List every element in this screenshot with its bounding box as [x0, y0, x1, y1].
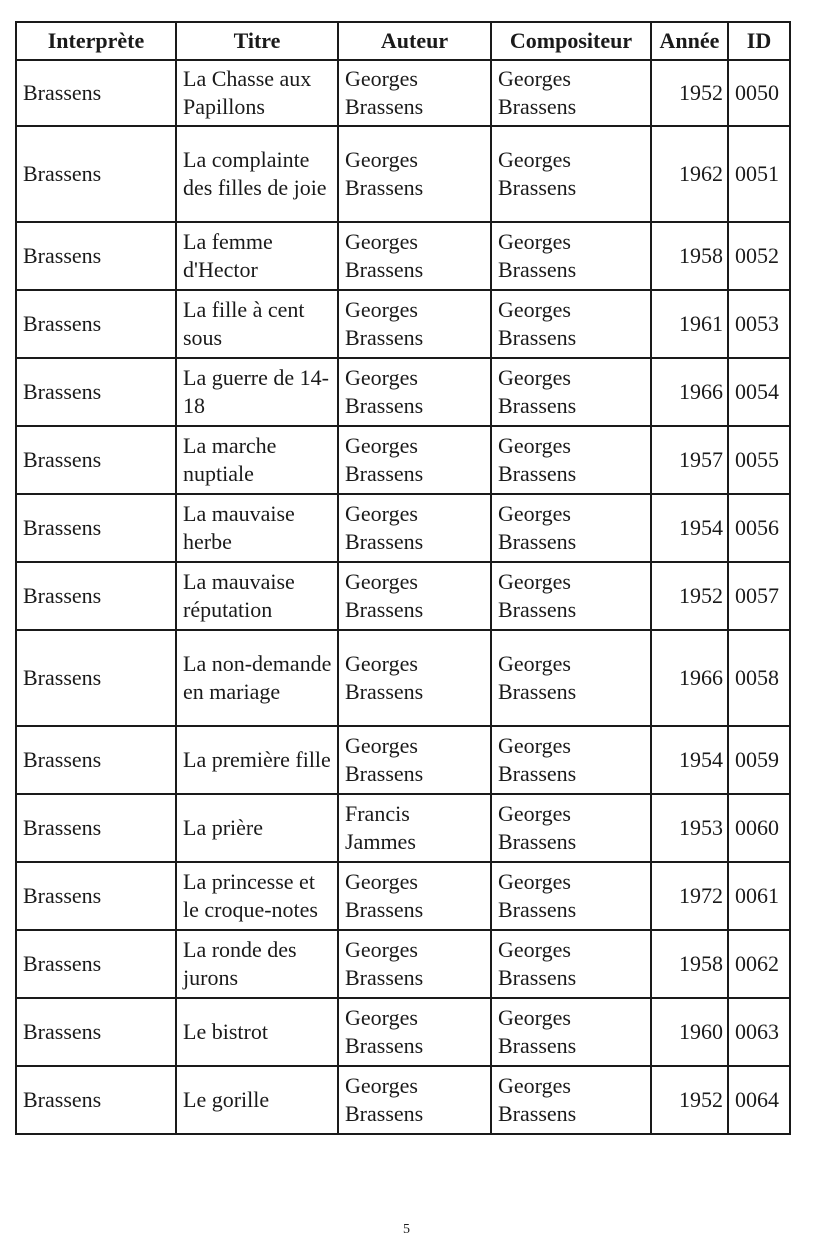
cell-annee: 1960: [651, 998, 728, 1066]
cell-titre: La princesse et le croque-notes: [176, 862, 338, 930]
cell-id: 0051: [728, 126, 790, 222]
header-auteur: Auteur: [338, 22, 491, 60]
cell-interprete: Brassens: [16, 290, 176, 358]
table-row: [16, 426, 790, 494]
cell-annee: 1957: [651, 426, 728, 494]
cell-id: 0052: [728, 222, 790, 290]
cell-interprete: Brassens: [16, 126, 176, 222]
cell-interprete: Brassens: [16, 930, 176, 998]
cell-id: 0063: [728, 998, 790, 1066]
cell-auteur: Georges Brassens: [338, 426, 491, 494]
cell-compositeur: Georges Brassens: [491, 794, 651, 862]
cell-interprete: Brassens: [16, 494, 176, 562]
cell-compositeur: Georges Brassens: [491, 358, 651, 426]
cell-titre: Le gorille: [176, 1066, 338, 1134]
cell-annee: 1966: [651, 630, 728, 726]
cell-compositeur: Georges Brassens: [491, 1066, 651, 1134]
cell-compositeur: Georges Brassens: [491, 562, 651, 630]
cell-id: 0060: [728, 794, 790, 862]
cell-annee: 1958: [651, 222, 728, 290]
cell-titre: La non-demande en mariage: [176, 630, 338, 726]
cell-compositeur: Georges Brassens: [491, 630, 651, 726]
header-id: ID: [728, 22, 790, 60]
table-row: [16, 630, 790, 726]
cell-auteur: Georges Brassens: [338, 562, 491, 630]
table-row: [16, 290, 790, 358]
cell-titre: La complainte des filles de joie: [176, 126, 338, 222]
songs-table: [15, 21, 791, 1135]
cell-compositeur: Georges Brassens: [491, 930, 651, 998]
cell-interprete: Brassens: [16, 222, 176, 290]
header-row: [16, 22, 790, 60]
cell-annee: 1962: [651, 126, 728, 222]
cell-id: 0064: [728, 1066, 790, 1134]
cell-id: 0062: [728, 930, 790, 998]
cell-titre: La première fille: [176, 726, 338, 794]
cell-auteur: Georges Brassens: [338, 60, 491, 126]
cell-auteur: Georges Brassens: [338, 630, 491, 726]
cell-interprete: Brassens: [16, 358, 176, 426]
cell-titre: La Chasse aux Papillons: [176, 60, 338, 126]
header-compositeur: Compositeur: [491, 22, 651, 60]
cell-titre: La mauvaise herbe: [176, 494, 338, 562]
cell-auteur: Georges Brassens: [338, 1066, 491, 1134]
table-row: [16, 998, 790, 1066]
cell-auteur: Georges Brassens: [338, 222, 491, 290]
cell-auteur: Georges Brassens: [338, 862, 491, 930]
table-row: [16, 494, 790, 562]
cell-titre: La mauvaise réputation: [176, 562, 338, 630]
table-row: [16, 60, 790, 126]
cell-interprete: Brassens: [16, 562, 176, 630]
table-body: [16, 60, 790, 1134]
header-titre: Titre: [176, 22, 338, 60]
cell-interprete: Brassens: [16, 60, 176, 126]
table-row: [16, 222, 790, 290]
cell-titre: La marche nuptiale: [176, 426, 338, 494]
cell-annee: 1966: [651, 358, 728, 426]
cell-annee: 1958: [651, 930, 728, 998]
cell-id: 0059: [728, 726, 790, 794]
cell-titre: La guerre de 14-18: [176, 358, 338, 426]
cell-interprete: Brassens: [16, 794, 176, 862]
cell-auteur: Georges Brassens: [338, 126, 491, 222]
cell-id: 0050: [728, 60, 790, 126]
cell-annee: 1952: [651, 562, 728, 630]
cell-titre: La ronde des jurons: [176, 930, 338, 998]
cell-compositeur: Georges Brassens: [491, 862, 651, 930]
cell-auteur: Georges Brassens: [338, 930, 491, 998]
cell-compositeur: Georges Brassens: [491, 726, 651, 794]
cell-auteur: Georges Brassens: [338, 290, 491, 358]
table-header: [16, 22, 790, 60]
cell-annee: 1952: [651, 60, 728, 126]
cell-interprete: Brassens: [16, 426, 176, 494]
cell-annee: 1972: [651, 862, 728, 930]
table-row: [16, 794, 790, 862]
table-row: [16, 930, 790, 998]
cell-interprete: Brassens: [16, 630, 176, 726]
cell-titre: La prière: [176, 794, 338, 862]
cell-compositeur: Georges Brassens: [491, 222, 651, 290]
page-number: 5: [403, 1222, 410, 1237]
cell-auteur: Georges Brassens: [338, 998, 491, 1066]
table-row: [16, 562, 790, 630]
table-row: [16, 1066, 790, 1134]
cell-auteur: Georges Brassens: [338, 358, 491, 426]
cell-annee: 1961: [651, 290, 728, 358]
cell-compositeur: Georges Brassens: [491, 494, 651, 562]
table-row: [16, 726, 790, 794]
cell-annee: 1953: [651, 794, 728, 862]
cell-compositeur: Georges Brassens: [491, 60, 651, 126]
table-row: [16, 358, 790, 426]
cell-titre: La femme d'Hector: [176, 222, 338, 290]
cell-titre: Le bistrot: [176, 998, 338, 1066]
cell-annee: 1954: [651, 494, 728, 562]
cell-compositeur: Georges Brassens: [491, 126, 651, 222]
cell-id: 0057: [728, 562, 790, 630]
cell-id: 0055: [728, 426, 790, 494]
cell-auteur: Francis Jammes: [338, 794, 491, 862]
cell-interprete: Brassens: [16, 1066, 176, 1134]
cell-id: 0061: [728, 862, 790, 930]
cell-compositeur: Georges Brassens: [491, 426, 651, 494]
cell-id: 0056: [728, 494, 790, 562]
cell-id: 0058: [728, 630, 790, 726]
cell-interprete: Brassens: [16, 862, 176, 930]
header-annee: Année: [651, 22, 728, 60]
cell-titre: La fille à cent sous: [176, 290, 338, 358]
cell-annee: 1954: [651, 726, 728, 794]
cell-compositeur: Georges Brassens: [491, 998, 651, 1066]
cell-interprete: Brassens: [16, 726, 176, 794]
table-row: [16, 126, 790, 222]
cell-interprete: Brassens: [16, 998, 176, 1066]
cell-id: 0054: [728, 358, 790, 426]
cell-id: 0053: [728, 290, 790, 358]
cell-compositeur: Georges Brassens: [491, 290, 651, 358]
cell-annee: 1952: [651, 1066, 728, 1134]
table-row: [16, 862, 790, 930]
cell-auteur: Georges Brassens: [338, 494, 491, 562]
cell-auteur: Georges Brassens: [338, 726, 491, 794]
header-interprete: Interprète: [16, 22, 176, 60]
